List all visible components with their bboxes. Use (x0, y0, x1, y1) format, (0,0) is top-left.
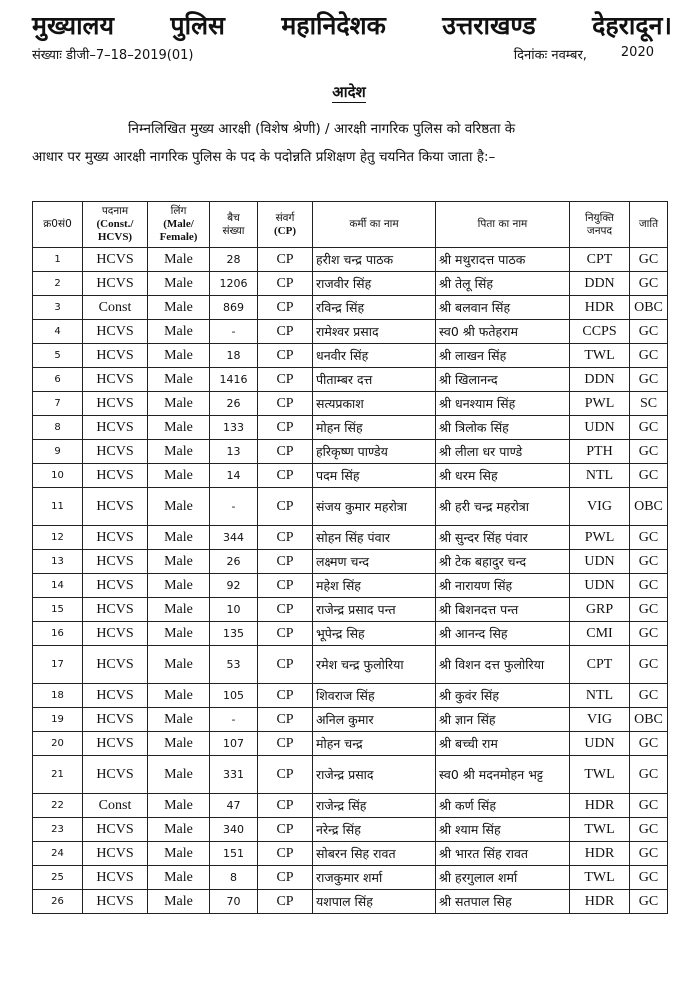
table-row (33, 818, 668, 842)
cell-post: HCVS (83, 440, 148, 464)
cell-gender: Male (148, 622, 210, 646)
cell-district: TWL (570, 756, 630, 794)
cell-cadre: CP (258, 866, 313, 890)
cell-sr: 17 (33, 646, 83, 684)
cell-batch: 18 (210, 344, 258, 368)
cell-district: GRP (570, 598, 630, 622)
cell-gender: Male (148, 488, 210, 526)
col-header-cadre: संवर्ग (CP) (258, 202, 313, 248)
cell-sr: 6 (33, 368, 83, 392)
table-row (33, 296, 668, 320)
cell-cadre: CP (258, 842, 313, 866)
cell-district: DDN (570, 272, 630, 296)
cell-caste: GC (630, 890, 668, 914)
cell-gender: Male (148, 794, 210, 818)
table-row (33, 248, 668, 272)
cell-sr: 23 (33, 818, 83, 842)
col-header-district: नियुक्ति जनपद (570, 202, 630, 248)
intro-line-1: निम्नलिखित मुख्य आरक्षी (विशेष श्रेणी) / आरक्षी नागरिक पुलिस को वरिष्ठता के (128, 121, 516, 137)
cell-caste: GC (630, 320, 668, 344)
cell-cadre: CP (258, 488, 313, 526)
col-header-father: पिता का नाम (436, 202, 570, 248)
cell-post: HCVS (83, 464, 148, 488)
cell-batch: 26 (210, 550, 258, 574)
cell-name: रामेश्वर प्रसाद (313, 320, 436, 344)
cell-name: राजेन्द्र प्रसाद (313, 756, 436, 794)
cell-sr: 18 (33, 684, 83, 708)
cell-sr: 5 (33, 344, 83, 368)
table-row (33, 488, 668, 526)
cell-district: PWL (570, 392, 630, 416)
cell-post: HCVS (83, 890, 148, 914)
cell-cadre: CP (258, 464, 313, 488)
cell-post: HCVS (83, 272, 148, 296)
cell-sr: 2 (33, 272, 83, 296)
cell-batch: - (210, 708, 258, 732)
table-row (33, 344, 668, 368)
cell-district: TWL (570, 344, 630, 368)
cell-gender: Male (148, 550, 210, 574)
cell-district: TWL (570, 818, 630, 842)
cell-post: HCVS (83, 866, 148, 890)
cell-post: HCVS (83, 646, 148, 684)
cell-caste: GC (630, 574, 668, 598)
cell-cadre: CP (258, 416, 313, 440)
title-word: पुलिस (170, 11, 225, 40)
cell-father: श्री तेलू सिंह (436, 272, 570, 296)
cell-father: श्री श्याम सिंह (436, 818, 570, 842)
table-row (33, 794, 668, 818)
table-row (33, 574, 668, 598)
cell-gender: Male (148, 890, 210, 914)
cell-name: मोहन सिंह (313, 416, 436, 440)
table-row (33, 684, 668, 708)
date-label: दिनांकः नवम्बर, (513, 48, 587, 63)
cell-father: श्री आनन्द सिह (436, 622, 570, 646)
cell-post: HCVS (83, 368, 148, 392)
cell-name: राजकुमार शर्मा (313, 866, 436, 890)
table-row (33, 440, 668, 464)
cell-caste: GC (630, 464, 668, 488)
cell-caste: GC (630, 646, 668, 684)
cell-district: VIG (570, 708, 630, 732)
cell-post: HCVS (83, 320, 148, 344)
cell-name: राजवीर सिंह (313, 272, 436, 296)
cell-name: मोहन चन्द्र (313, 732, 436, 756)
col-header-name: कर्मी का नाम (313, 202, 436, 248)
cell-district: UDN (570, 416, 630, 440)
cell-name: महेश सिंह (313, 574, 436, 598)
cell-name: सत्यप्रकाश (313, 392, 436, 416)
cell-name: रमेश चन्द्र फुलोरिया (313, 646, 436, 684)
title-word: महानिदेशक (281, 11, 386, 40)
cell-name: नरेन्द्र सिंह (313, 818, 436, 842)
cell-batch: 92 (210, 574, 258, 598)
cell-sr: 26 (33, 890, 83, 914)
cell-district: UDN (570, 732, 630, 756)
cell-post: HCVS (83, 622, 148, 646)
table-row (33, 598, 668, 622)
cell-caste: GC (630, 842, 668, 866)
cell-cadre: CP (258, 550, 313, 574)
cell-district: PWL (570, 526, 630, 550)
cell-post: HCVS (83, 818, 148, 842)
cell-father: स्व0 श्री फतेहराम (436, 320, 570, 344)
cell-post: HCVS (83, 488, 148, 526)
date-year: 2020 (620, 45, 654, 60)
cell-district: DDN (570, 368, 630, 392)
order-heading (0, 82, 698, 102)
cell-sr: 14 (33, 574, 83, 598)
cell-gender: Male (148, 248, 210, 272)
cell-gender: Male (148, 684, 210, 708)
cell-cadre: CP (258, 756, 313, 794)
cell-name: लक्ष्मण चन्द (313, 550, 436, 574)
cell-post: Const (83, 296, 148, 320)
cell-batch: 331 (210, 756, 258, 794)
cell-gender: Male (148, 574, 210, 598)
cell-name: राजेन्द्र प्रसाद पन्त (313, 598, 436, 622)
cell-district: UDN (570, 574, 630, 598)
cell-father: श्री सुन्दर सिंह पंवार (436, 526, 570, 550)
cell-batch: 8 (210, 866, 258, 890)
cell-father: श्री विशन दत्त फुलोरिया (436, 646, 570, 684)
cell-sr: 8 (33, 416, 83, 440)
cell-cadre: CP (258, 368, 313, 392)
cell-cadre: CP (258, 646, 313, 684)
cell-father: श्री कुवंर सिंह (436, 684, 570, 708)
cell-gender: Male (148, 392, 210, 416)
cell-caste: GC (630, 550, 668, 574)
cell-sr: 4 (33, 320, 83, 344)
table-row (33, 732, 668, 756)
cell-cadre: CP (258, 818, 313, 842)
cell-father: श्री हरगुलाल शर्मा (436, 866, 570, 890)
cell-caste: GC (630, 794, 668, 818)
cell-gender: Male (148, 708, 210, 732)
cell-father: श्री कर्ण सिंह (436, 794, 570, 818)
cell-name: अनिल कुमार (313, 708, 436, 732)
cell-cadre: CP (258, 272, 313, 296)
cell-caste: GC (630, 526, 668, 550)
table-row (33, 622, 668, 646)
cell-gender: Male (148, 344, 210, 368)
cell-post: HCVS (83, 842, 148, 866)
cell-sr: 13 (33, 550, 83, 574)
cell-district: HDR (570, 842, 630, 866)
order-heading-text: आदेश (332, 83, 366, 101)
cell-sr: 16 (33, 622, 83, 646)
cell-name: भूपेन्द्र सिह (313, 622, 436, 646)
cell-batch: 1206 (210, 272, 258, 296)
cell-name: सोबरन सिह रावत (313, 842, 436, 866)
table-row (33, 526, 668, 550)
cell-cadre: CP (258, 248, 313, 272)
cell-cadre: CP (258, 598, 313, 622)
cell-sr: 9 (33, 440, 83, 464)
cell-sr: 12 (33, 526, 83, 550)
cell-gender: Male (148, 866, 210, 890)
cell-father: श्री टेक बहादुर चन्द (436, 550, 570, 574)
cell-caste: GC (630, 248, 668, 272)
cell-district: CPT (570, 646, 630, 684)
table-row (33, 646, 668, 684)
cell-father: श्री त्रिलोक सिंह (436, 416, 570, 440)
cell-gender: Male (148, 526, 210, 550)
cell-caste: GC (630, 344, 668, 368)
cell-batch: 107 (210, 732, 258, 756)
cell-sr: 19 (33, 708, 83, 732)
cell-district: CMI (570, 622, 630, 646)
cell-district: HDR (570, 296, 630, 320)
table-row (33, 842, 668, 866)
col-header-sr: क्र0सं0 (33, 202, 83, 248)
cell-batch: 10 (210, 598, 258, 622)
cell-name: हरीश चन्द्र पाठक (313, 248, 436, 272)
table-row (33, 866, 668, 890)
table-row (33, 368, 668, 392)
cell-caste: GC (630, 416, 668, 440)
cell-sr: 3 (33, 296, 83, 320)
cell-cadre: CP (258, 440, 313, 464)
cell-gender: Male (148, 320, 210, 344)
cell-father: श्री भारत सिंह रावत (436, 842, 570, 866)
cell-district: NTL (570, 464, 630, 488)
table-row (33, 708, 668, 732)
cell-father: श्री खिलानन्द (436, 368, 570, 392)
title-word: देहरादून। (592, 11, 672, 40)
cell-district: PTH (570, 440, 630, 464)
cell-gender: Male (148, 756, 210, 794)
reference-line (32, 45, 654, 63)
cell-caste: GC (630, 684, 668, 708)
cell-father: श्री बिशनदत्त पन्त (436, 598, 570, 622)
cell-post: HCVS (83, 344, 148, 368)
col-header-post: पदनाम (Const./ HCVS) (83, 202, 148, 248)
col-header-gender: लिंग (Male/ Female) (148, 202, 210, 248)
cell-gender: Male (148, 464, 210, 488)
cell-batch: 53 (210, 646, 258, 684)
cell-batch: 105 (210, 684, 258, 708)
cell-cadre: CP (258, 890, 313, 914)
cell-gender: Male (148, 732, 210, 756)
cell-batch: 133 (210, 416, 258, 440)
cell-district: CCPS (570, 320, 630, 344)
cell-batch: 70 (210, 890, 258, 914)
cell-batch: 28 (210, 248, 258, 272)
cell-cadre: CP (258, 296, 313, 320)
cell-gender: Male (148, 646, 210, 684)
cell-batch: 14 (210, 464, 258, 488)
cell-district: CPT (570, 248, 630, 272)
cell-batch: 151 (210, 842, 258, 866)
cell-post: HCVS (83, 732, 148, 756)
cell-cadre: CP (258, 732, 313, 756)
roster-table (32, 201, 668, 914)
cell-post: HCVS (83, 392, 148, 416)
cell-batch: 344 (210, 526, 258, 550)
cell-father: श्री हरी चन्द्र महरोत्रा (436, 488, 570, 526)
cell-sr: 21 (33, 756, 83, 794)
cell-caste: OBC (630, 488, 668, 526)
cell-sr: 20 (33, 732, 83, 756)
cell-cadre: CP (258, 622, 313, 646)
cell-father: श्री बच्ची राम (436, 732, 570, 756)
cell-caste: GC (630, 866, 668, 890)
cell-batch: 47 (210, 794, 258, 818)
cell-gender: Male (148, 416, 210, 440)
cell-post: HCVS (83, 416, 148, 440)
cell-district: TWL (570, 866, 630, 890)
cell-name: पीताम्बर दत्त (313, 368, 436, 392)
cell-post: HCVS (83, 756, 148, 794)
cell-post: HCVS (83, 684, 148, 708)
cell-district: HDR (570, 890, 630, 914)
cell-father: श्री धनश्याम सिंह (436, 392, 570, 416)
cell-post: HCVS (83, 598, 148, 622)
cell-batch: - (210, 488, 258, 526)
cell-batch: 26 (210, 392, 258, 416)
table-row (33, 464, 668, 488)
cell-father: श्री मथुरादत्त पाठक (436, 248, 570, 272)
cell-post: Const (83, 794, 148, 818)
cell-name: राजेन्द्र सिंह (313, 794, 436, 818)
cell-sr: 10 (33, 464, 83, 488)
cell-batch: 1416 (210, 368, 258, 392)
cell-post: HCVS (83, 248, 148, 272)
cell-father: श्री लाखन सिंह (436, 344, 570, 368)
cell-sr: 24 (33, 842, 83, 866)
cell-name: पदम सिंह (313, 464, 436, 488)
title-word: उत्तराखण्ड (442, 11, 536, 40)
cell-caste: OBC (630, 296, 668, 320)
cell-name: धनवीर सिंह (313, 344, 436, 368)
title-word: मुख्यालय (32, 11, 115, 40)
intro-line-2: आधार पर मुख्य आरक्षी नागरिक पुलिस के पद के पदोन्नति प्रशिक्षण हेतु चयनित किया जाता है:– (32, 149, 496, 165)
cell-caste: GC (630, 818, 668, 842)
table-row (33, 272, 668, 296)
col-header-caste: जाति (630, 202, 668, 248)
cell-cadre: CP (258, 684, 313, 708)
cell-cadre: CP (258, 320, 313, 344)
cell-father: श्री बलवान सिंह (436, 296, 570, 320)
cell-post: HCVS (83, 526, 148, 550)
cell-caste: OBC (630, 708, 668, 732)
col-header-batch: बैच संख्या (210, 202, 258, 248)
cell-sr: 22 (33, 794, 83, 818)
cell-caste: GC (630, 272, 668, 296)
table-header-row (33, 202, 668, 248)
reference-number: संख्याः डीजी–7–18–2019(01) (32, 48, 194, 63)
cell-batch: 869 (210, 296, 258, 320)
cell-post: HCVS (83, 550, 148, 574)
table-row (33, 416, 668, 440)
cell-gender: Male (148, 440, 210, 464)
cell-father: श्री सतपाल सिह (436, 890, 570, 914)
cell-post: HCVS (83, 574, 148, 598)
table-row (33, 550, 668, 574)
cell-batch: 13 (210, 440, 258, 464)
cell-cadre: CP (258, 344, 313, 368)
cell-caste: GC (630, 622, 668, 646)
cell-batch: 135 (210, 622, 258, 646)
cell-cadre: CP (258, 574, 313, 598)
cell-sr: 25 (33, 866, 83, 890)
cell-name: सोहन सिंह पंवार (313, 526, 436, 550)
cell-gender: Male (148, 296, 210, 320)
cell-father: स्व0 श्री मदनमोहन भट्ट (436, 756, 570, 794)
cell-name: शिवराज सिंह (313, 684, 436, 708)
table-row (33, 890, 668, 914)
cell-father: श्री ज्ञान सिंह (436, 708, 570, 732)
cell-caste: GC (630, 368, 668, 392)
table-row (33, 392, 668, 416)
cell-batch: - (210, 320, 258, 344)
cell-name: यशपाल सिंह (313, 890, 436, 914)
cell-father: श्री नारायण सिंह (436, 574, 570, 598)
cell-cadre: CP (258, 392, 313, 416)
table-row (33, 320, 668, 344)
cell-caste: GC (630, 732, 668, 756)
cell-sr: 11 (33, 488, 83, 526)
cell-caste: SC (630, 392, 668, 416)
intro-paragraph (32, 115, 652, 171)
cell-sr: 1 (33, 248, 83, 272)
cell-caste: GC (630, 440, 668, 464)
cell-gender: Male (148, 598, 210, 622)
cell-gender: Male (148, 818, 210, 842)
cell-district: UDN (570, 550, 630, 574)
cell-batch: 340 (210, 818, 258, 842)
cell-father: श्री लीला धर पाण्डे (436, 440, 570, 464)
cell-caste: GC (630, 756, 668, 794)
table-row (33, 756, 668, 794)
cell-sr: 15 (33, 598, 83, 622)
cell-name: रविन्द्र सिंह (313, 296, 436, 320)
cell-district: VIG (570, 488, 630, 526)
cell-sr: 7 (33, 392, 83, 416)
date-line (514, 45, 654, 63)
cell-gender: Male (148, 842, 210, 866)
cell-cadre: CP (258, 794, 313, 818)
cell-cadre: CP (258, 526, 313, 550)
cell-name: संजय कुमार महरोत्रा (313, 488, 436, 526)
cell-gender: Male (148, 368, 210, 392)
cell-gender: Male (148, 272, 210, 296)
office-title (32, 8, 672, 42)
cell-father: श्री धरम सिह (436, 464, 570, 488)
cell-district: NTL (570, 684, 630, 708)
cell-cadre: CP (258, 708, 313, 732)
cell-caste: GC (630, 598, 668, 622)
cell-name: हरिकृष्ण पाण्डेय (313, 440, 436, 464)
cell-district: HDR (570, 794, 630, 818)
cell-post: HCVS (83, 708, 148, 732)
